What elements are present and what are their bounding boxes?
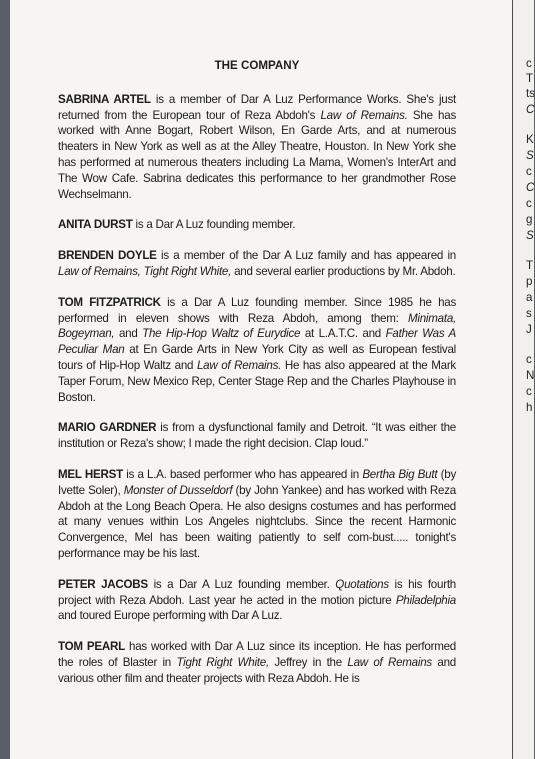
bio-text: is a Dar A Luz founding member. Since 1985 he has performed in eleven shows with Reza Abdoh, among them: xyxy=(58,295,457,325)
bio-mel-herst xyxy=(58,467,456,562)
bio-text: (by Ivette Soler), xyxy=(58,467,457,497)
edge-letter: c xyxy=(526,57,532,70)
edge-letter: p xyxy=(526,275,533,288)
bio-text: at L.A.T.C. and xyxy=(300,327,386,341)
edge-letter: S xyxy=(526,229,534,242)
bio-text: She has worked with Anne Bogart, Robert Wilson, En Garde Arts, and at numerous theaters in New York as well as at the Alley Theatre, Houston. In New York she has performed at numerous theaters including La Mama, Women's InterArt and The Wow Cafe. Sabrina dedicates this performance to her grandmother Rose Wechselmann. xyxy=(58,108,456,201)
edge-letter: J xyxy=(526,323,532,336)
bio-text: is a Dar A Luz founding member. xyxy=(147,577,336,591)
bio-text: is a member of Dar A Luz Performance Works. She's just returned from the European tour of Reza Abdoh's xyxy=(58,92,456,122)
bio-text: and xyxy=(114,327,143,341)
performer-name: MEL HERST xyxy=(58,467,123,481)
edge-letter: T xyxy=(526,259,534,272)
edge-letter: a xyxy=(526,291,533,304)
bio-text: and several earlier productions by Mr. Abdoh. xyxy=(231,264,456,278)
performer-name: MARIO GARDNER xyxy=(58,421,157,435)
edge-letter: C xyxy=(526,103,535,116)
bio-text: is a Dar A Luz founding member. xyxy=(132,218,296,232)
bio-title-italic: Bertha Big Butt xyxy=(362,467,438,481)
page-content xyxy=(58,58,456,702)
bio-peter-jacobs xyxy=(58,577,456,624)
bio-sabrina-artel xyxy=(58,92,456,203)
bio-brenden-doyle xyxy=(58,248,456,280)
edge-letter: ts xyxy=(526,87,535,100)
edge-letter: s xyxy=(526,307,532,320)
edge-letter: g xyxy=(526,213,533,226)
bio-text: is from a dysfunctional family and Detroit. “It was either the institution or Reza's show; I made the right decision. Clap loud.” xyxy=(58,421,456,451)
performer-name: PETER JACOBS xyxy=(58,577,148,591)
edge-letter: c xyxy=(526,353,532,366)
edge-letter: N xyxy=(526,369,535,382)
bio-text: and toured Europe performing with Dar A Luz. xyxy=(58,609,283,623)
page-title: THE COMPANY xyxy=(214,59,300,72)
edge-letter: h xyxy=(526,401,533,414)
edge-letter: C xyxy=(526,181,535,194)
edge-letter: c xyxy=(526,197,532,210)
bio-title-italic: Monster of Dusseldorf xyxy=(123,483,233,497)
edge-letter: T xyxy=(526,72,534,85)
performer-name: ANITA DURST xyxy=(58,218,133,232)
bio-tom-fitzpatrick xyxy=(58,295,456,406)
edge-letter: S xyxy=(526,149,534,162)
adjacent-page-edge xyxy=(513,0,534,759)
bio-text: is his fourth project with Reza Abdoh. Last year he acted in the motion picture xyxy=(58,577,456,607)
performer-name: TOM FITZPATRICK xyxy=(58,295,161,309)
performer-name: TOM PEARL xyxy=(58,640,125,654)
bio-text: is a member of the Dar A Luz family and has appeared in xyxy=(156,249,456,263)
bio-text: and various other film and theater projects with Reza Abdoh. He is xyxy=(58,655,456,685)
bio-title-italic: Quotations xyxy=(335,577,389,591)
edge-letter: c xyxy=(526,165,532,178)
bio-title-italic: Law of Remains xyxy=(347,655,432,669)
bio-title-italic: Father Was A Peculiar Man xyxy=(58,327,456,357)
edge-letter: c xyxy=(526,385,532,398)
edge-letter: K xyxy=(526,133,534,146)
bio-title-italic: Tight Right White, xyxy=(176,655,269,669)
bio-tom-pearl xyxy=(58,639,456,686)
performer-name: SABRINA ARTEL xyxy=(58,92,151,106)
bio-title-italic: The Hip-Hop Waltz of Eurydice xyxy=(142,327,301,341)
bio-text: Jeffrey in the xyxy=(268,655,348,669)
document-page xyxy=(10,0,512,759)
bio-title-italic: Law of Remains. xyxy=(196,358,282,372)
bio-title-italic: Law of Remains, Tight Right White, xyxy=(58,264,232,278)
bio-title-italic: Law of Remains. xyxy=(320,108,408,122)
bio-mario-gardner xyxy=(58,420,456,452)
bio-title-italic: Philadelphia xyxy=(395,593,456,607)
bio-title-italic: Minimata, Bogeyman, xyxy=(58,311,456,341)
bio-text: (by John Yankee) and has worked with Reza Abdoh at the Long Beach Opera. He also designs costumes and has performed at many venues within Los Angeles nightclubs. Since the recent Harmonic Convergence, Mel has been waiting patiently to self com-bust..... tonight's performance may be his last. xyxy=(58,483,456,560)
performer-name: BRENDEN DOYLE xyxy=(58,249,157,263)
bio-text: at En Garde Arts in New York City as well as European festival tours of Hip-Hop Waltz and xyxy=(58,343,456,372)
bio-text: He has also appeared at the Mark Taper Forum, New Mexico Rep, Center Stage Rep and the Charles Playhouse in Boston. xyxy=(58,358,456,404)
bio-text: is a L.A. based performer who has appeared in xyxy=(122,467,363,481)
bio-anita-durst xyxy=(58,217,456,233)
bio-text: has worked with Dar A Luz since its inception. He has performed the roles of Blaster in xyxy=(58,640,456,669)
